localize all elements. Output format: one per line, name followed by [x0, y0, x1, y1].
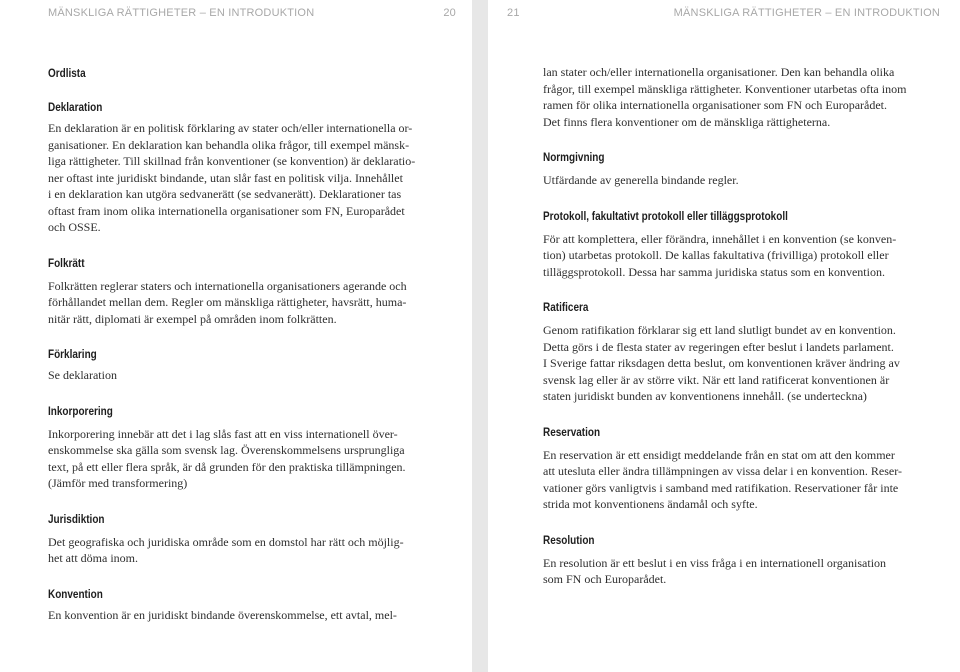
- page-number-left: 20: [443, 7, 456, 19]
- term-normgivning: Normgivning: [543, 151, 605, 164]
- term-forklaring: Förklaring: [48, 348, 97, 361]
- term-inkorporering: Inkorporering: [48, 404, 113, 418]
- term-jurisdiktion: Jurisdiktion: [48, 512, 105, 526]
- definition-jurisdiktion: Det geografiska och juridiska område som en domstol har rätt och möjlig- het att döma inom.: [48, 534, 404, 565]
- running-header-right: MÄNSKLIGA RÄTTIGHETER – EN INTRODUKTION: [673, 7, 940, 19]
- definition-folkratt: Folkrätten reglerar staters och internationella organisationers agerande och förhållandet mellan dem. Regler om mänskliga rättigheter, havsrätt, huma- nitär rätt, diplomati är exempel på områden inom folkrätten.: [48, 278, 407, 326]
- definition-normgivning: Utfärdande av generella bindande regler.: [543, 173, 739, 187]
- page-number-right: 21: [507, 7, 520, 19]
- running-header-left: MÄNSKLIGA RÄTTIGHETER – EN INTRODUKTION: [48, 7, 315, 19]
- right-page: [488, 0, 960, 672]
- definition-konvention: En konvention är en juridiskt bindande överenskommelse, ett avtal, mel-: [48, 607, 397, 622]
- glossary-title: Ordlista: [48, 67, 86, 80]
- term-deklaration: Deklaration: [48, 101, 103, 114]
- definition-inkorporering: Inkorporering innebär att det i lag slås fast att en viss internationell över- enskommelse ska gälla som svensk lag. Överenskommelsens ursprungliga text, på ett eller flera språk, är då grunden för den praktiska tillämpningen. (Jämför med transformering): [48, 426, 406, 490]
- definition-deklaration: En deklaration är en politisk förklaring av stater och/eller internationella or- ganisationer. En deklaration kan behandla olika frågor, till exempel mänsk- liga rättigheter. Till skillnad från konventioner (se konvention) är deklaratio- ner oftast inte juridiskt bindande, utan slår fast en politisk vilja. Innehållet i en deklaration kan utgöra sedvanerätt (se sedvanerätt). Deklarationer tas oftast fram inom olika internationella organisationer som FN, Europarådet och OSSE.: [48, 121, 416, 234]
- definition-reservation: En reservation är ett ensidigt meddelande från en stat om att den kommer att utesluta eller ändra tillämpningen av vissa delar i en konvention. Reser- vationer görs vanligtvis i samband med ratifikation. Reservationer får inte strida mot konventionens ändamål och syfte.: [543, 447, 902, 511]
- term-protokoll: Protokoll, fakultativt protokoll eller tilläggsprotokoll: [543, 209, 788, 223]
- glossary-right-column: [543, 64, 918, 588]
- definition-konvention-continued: lan stater och/eller internationella organisationer. Den kan behandla olika frågor, till exempel mänskliga rättigheter. Konventioner utarbetas ofta inom ramen för olika internationella organisationer som FN och Europarådet. Det finns flera konventioner om de mänskliga rättigheterna.: [543, 65, 907, 129]
- left-page: [0, 0, 472, 672]
- term-reservation: Reservation: [543, 425, 601, 439]
- term-konvention: Konvention: [48, 587, 103, 601]
- definition-protokoll: För att komplettera, eller förändra, innehållet i en konvention (se konven- tion) utarbetas protokoll. De kallas fakultativa (frivilliga) protokoll eller tilläggsprotokoll. Dessa har samma juridiska status som en konvention.: [543, 231, 897, 279]
- term-folkratt: Folkrätt: [48, 256, 85, 270]
- definition-forklaring: Se deklaration: [48, 368, 117, 382]
- term-resolution: Resolution: [543, 533, 595, 547]
- term-ratificera: Ratificera: [543, 301, 589, 314]
- definition-resolution: En resolution är ett beslut i en viss fråga i en internationell organisation som FN och Europarådet.: [543, 555, 887, 586]
- glossary-left-column: [48, 66, 428, 623]
- definition-ratificera: Genom ratifikation förklarar sig ett land slutligt bundet av en konvention. Detta görs i de flesta stater av regeringen efter beslut i landets parlament. I Sverige fattar riksdagen detta beslut, om konventionen kräver ändring av svensk lag eller är av större vikt. När ett land ratificerat konventionen är staten juridiskt bunden av konventionens innehåll. (se underteckna): [543, 323, 900, 403]
